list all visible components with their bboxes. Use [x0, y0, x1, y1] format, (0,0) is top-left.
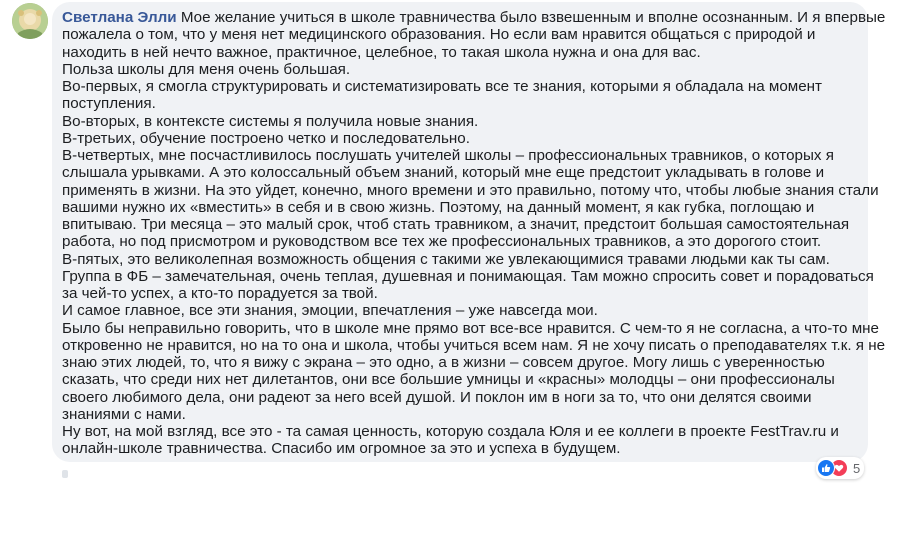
like-icon: [817, 459, 835, 477]
comment-line: впитываю. Три месяца – это малый срок, чтоб стать травником, а значит, предстоит большая самостоятельная: [62, 216, 850, 233]
comment-line: слышала урывками. А это колоссальный объем знаний, который мне еще предстоит укладывать в голове и: [62, 164, 825, 182]
reactions-summary[interactable]: [816, 457, 864, 479]
truncated-action-link: [62, 470, 68, 478]
comment-line: Во-первых, я смогла структурировать и систематизировать все те знания, которыми я обладала на момент: [62, 78, 823, 95]
comment-line: своего любимого дела, они радеют за него всей душой. И поклон им в ноги за то, что они делятся своими: [62, 388, 812, 406]
comment-line: находить в ней нечто важное, практичное, целебное, то такая школа нужна и она для вас.: [62, 43, 701, 61]
comment-line: откровенно не нравится, но на то она и школа, чтобы учиться всем нам. Я не хочу писать о преподавателях т.к. я не: [62, 336, 886, 354]
comment-line: знаю этих людей, то, что я вижу с экрана – это одно, а в жизни – совсем другое. Могу лишь с уверенностью: [62, 354, 825, 371]
comment-line: Группа в ФБ – замечательная, очень теплая, душевная и понимающая. Там можно спросить совет и порадоваться: [62, 267, 874, 285]
comment-line: за чей-то успех, а кто-то порадуется за твой.: [62, 285, 378, 302]
comment-bubble: [52, 2, 886, 462]
author-avatar[interactable]: [12, 3, 48, 39]
comment-line: В-четвертых, мне посчастливилось послушать учителей школы – профессиональных травников, о которых я: [62, 147, 834, 164]
comment-line: онлайн-школе травничества. Спасибо им огромное за это и успеха в будущем.: [62, 440, 621, 458]
comment-line: В-третьих, обучение построено четко и последовательно.: [62, 129, 470, 147]
comment-line: поступления.: [62, 95, 156, 113]
comment-text: [62, 9, 886, 458]
comment-line: Во-вторых, в контексте системы я получила новые знания.: [62, 112, 479, 130]
comment-line: Польза школы для меня очень большая.: [62, 60, 351, 78]
comment-line: В-пятых, это великолепная возможность общения с такими же увлекающимися травами людьми как ты сам.: [62, 250, 830, 268]
comment-line: Ну вот, на мой взгляд, все это - та самая ценность, которую создала Юля и ее коллеги в проекте FestTrav.ru и: [62, 423, 839, 440]
comment-line: сказать, что среди них нет дилетантов, они все большие умницы и «красны» молодцы – они профессионалы: [62, 371, 835, 389]
comment-line: [62, 9, 886, 26]
comment-line-text: Мое желание учиться в школе травничества было взвешенным и вполне осознанным. И я впервые: [180, 9, 886, 26]
comment-line: применять в жизни. На это уйдет, конечно, много времени и это правильно, потому что, чтобы любые знания стали: [62, 181, 879, 199]
comment-line: пожалела о том, что у меня нет медицинского образования. Но если вам нравится общаться с природой и: [62, 26, 816, 44]
comment-line: вашими нужно их «вместить» в себя и в свою жизнь. Поэтому, на данный момент, я как губка, поглощаю и: [62, 198, 815, 216]
comment-line: работа, но под присмотром и руководством все тех же профессиональных травников, а это дорогого стоит.: [62, 233, 822, 251]
comment-line: знаниями с нами.: [62, 405, 186, 423]
comment-line: И самое главное, все эти знания, эмоции, впечатления – уже навсегда мои.: [62, 302, 598, 320]
reaction-count: 5: [853, 460, 861, 476]
comment-line: Было бы неправильно говорить, что в школе мне прямо вот все-все нравится. С чем-то я не согласна, а что-то мне: [62, 319, 879, 337]
author-name-link[interactable]: Светлана Элли: [62, 9, 177, 26]
